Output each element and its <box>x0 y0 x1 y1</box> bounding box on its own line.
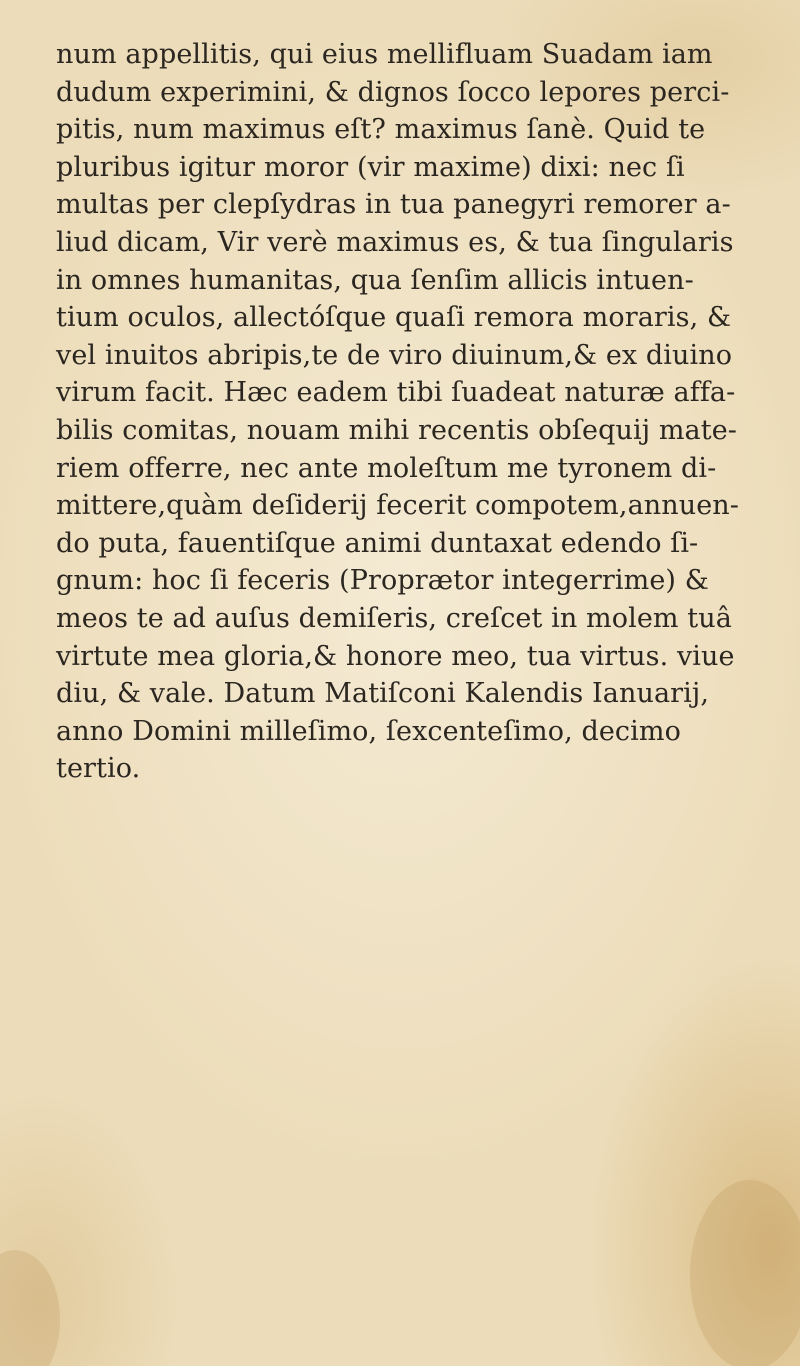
text-line: vel inuitos abripis,te de viro diuinum,& ex diuino <box>56 339 733 371</box>
text-line: riem offerre, nec ante moleſtum me tyronem di- <box>56 452 717 484</box>
text-line: virum facit. Hæc eadem tibi ſuadeat naturæ affa- <box>56 377 736 409</box>
text-line: anno Domini milleſimo, ſexcenteſimo, decimo <box>56 715 681 747</box>
text-line: gnum: hoc ſi feceris (Proprætor integerrime) & <box>56 565 709 597</box>
paper-stain <box>0 1250 60 1366</box>
text-line: dudum experimini, & dignos ſocco lepores perci- <box>56 76 730 108</box>
text-line: bilis comitas, nouam mihi recentis obſequij mate- <box>56 414 737 446</box>
text-line: tertio. <box>56 753 141 785</box>
text-line: in omnes humanitas, qua ſenſim allicis intuen- <box>56 264 694 296</box>
text-line: mittere,quàm deſiderij fecerit compotem,annuen- <box>56 490 740 522</box>
body-text <box>56 36 796 788</box>
text-line: num appellitis, qui eius mellifluam Suadam iam <box>56 39 713 70</box>
text-line: do puta, fauentiſque animi duntaxat edendo ſi- <box>56 527 699 559</box>
text-line: meos te ad auſus demiſeris, creſcet in molem tuâ <box>56 602 732 634</box>
text-line: liud dicam, Vir verè maximus es, & tua ſingularis <box>56 226 734 258</box>
text-line: virtute mea gloria,& honore meo, tua virtus. viue <box>56 640 735 672</box>
text-line: diu, & vale. Datum Matiſconi Kalendis Ianuarij, <box>56 678 710 710</box>
text-line: pitis, num maximus eſt? maximus ſanè. Quid te <box>56 114 706 146</box>
text-line: pluribus igitur moror (vir maxime) dixi: nec ſi <box>56 151 685 183</box>
text-line: tium oculos, allectóſque quaſi remora moraris, & <box>56 302 732 334</box>
paper-stain <box>690 1180 800 1366</box>
text-line: multas per clepſydras in tua panegyri remorer a- <box>56 189 731 221</box>
